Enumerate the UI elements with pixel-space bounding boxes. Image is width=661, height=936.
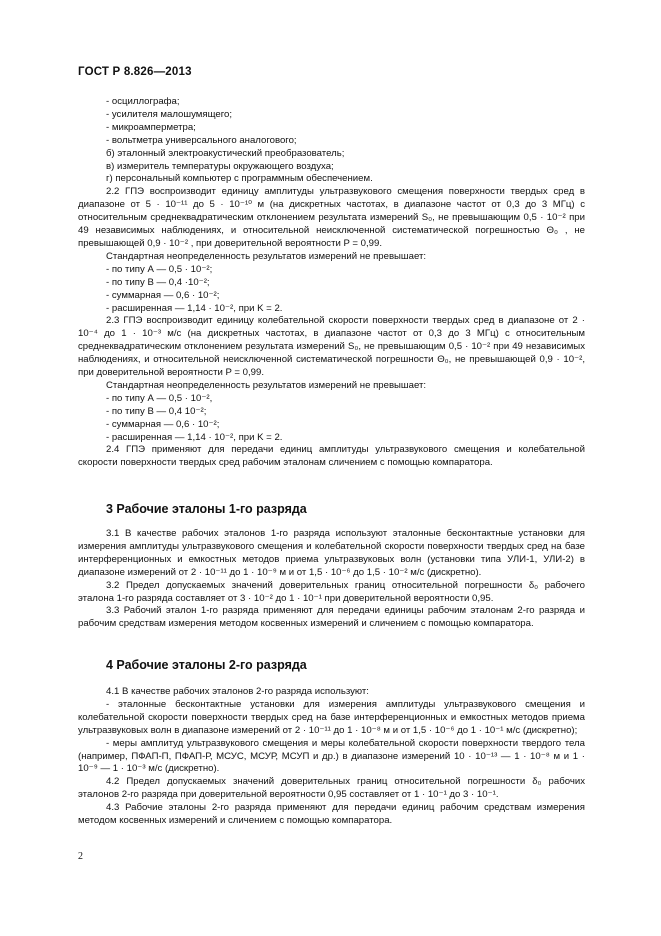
paragraph: Стандартная неопределенность результатов измерений не превышает: [106, 250, 427, 262]
paragraph-2-2: 2.2 ГПЭ воспроизводит единицу амплитуды ультразвукового смещения поверхности твердых сред в диапазоне от 5 · 10⁻¹¹ до 5 · 10⁻¹⁰ м (на дискретных частотах, в диапазоне частот от 0,3 до 3 МГц) с относительным среднеквадратическим отклонением результата измерений S₀, не превышающим 0,5 · 10⁻² при 49 независимых наблюдениях, и относительной неисключенной систематической погрешностью Θ₀ , не превышающей 0,9 · 10⁻² , при доверительной вероятности P = 0,99. [78, 186, 585, 249]
list-item: - осциллографа; [106, 96, 180, 107]
list-item: - микроамперметра; [106, 121, 196, 133]
paragraph-3-3: 3.3 Рабочий эталон 1-го разряда применяют для передачи единицы рабочим эталонам 2-го разряда и рабочим средствам измерения методом косвенных измерений и сличением с помощью компаратора. [78, 605, 585, 630]
section-3-body [78, 528, 585, 631]
section-4-heading: 4 Рабочие эталоны 2-го разряда [106, 658, 307, 672]
paragraph: Стандартная неопределенность результатов измерений не превышает: [106, 379, 427, 391]
section-2-continuation [78, 96, 585, 470]
list-item: б) эталонный электроакустический преобразователь; [106, 147, 345, 159]
paragraph-4-3: 4.3 Рабочие эталоны 2-го разряда применяют для передачи единиц рабочим средствам измерения методом косвенных измерений и сличением с помощью компаратора. [78, 802, 585, 827]
list-item: - по типу В — 0,4 ·10⁻²; [106, 276, 210, 288]
list-item: - расширенная — 1,14 · 10⁻², при K = 2. [106, 431, 283, 443]
list-item: - усилителя малошумящего; [106, 108, 232, 120]
paragraph-3-1: 3.1 В качестве рабочих эталонов 1-го разряда используют эталонные бесконтактные установки для измерения амплитуды ультразвукового смещения и колебательной скорости поверхности твердых сред на базе интерференционных и емкостных методов приема ультразвуковых волн (установки типа УЛИ-1, УЛИ-2) в диапазоне измерений от 2 · 10⁻¹¹ до 1 · 10⁻⁹ м и от 1,5 · 10⁻⁶ до 1,5 · 10⁻² м/с (дискретно). [78, 528, 585, 578]
paragraph-4-1: 4.1 В качестве рабочих эталонов 2-го разряда используют: [106, 686, 369, 697]
list-item: - расширенная — 1,14 · 10⁻², при K = 2. [106, 302, 283, 314]
list-item: - эталонные бесконтактные установки для измерения амплитуды ультразвукового смещения и колебательной скорости поверхности твердых сред на базе интерференционных и емкостных методов приема ультразвуковых волн в диапазоне измерений от 2 · 10⁻¹¹ до 1 · 10⁻⁸ м и от 1,5 · 10⁻⁶ до 1 · 10⁻¹ м/с (дискретно); [78, 698, 585, 736]
section-4-body [78, 686, 585, 828]
list-item: - вольтметра универсального аналогового; [106, 134, 297, 146]
document-header: ГОСТ Р 8.826—2013 [78, 66, 192, 78]
paragraph-4-2: 4.2 Предел допускаемых значений доверительных границ относительной погрешности δ₀ рабочих эталонов 2-го разряда при доверительной вероятности 0,95 составляет от 1 · 10⁻¹ до 3 · 10⁻¹. [78, 776, 585, 801]
paragraph-2-4: 2.4 ГПЭ применяют для передачи единиц амплитуды ультразвукового смещения и колебательной скорости поверхности твердых сред рабочим эталонам сличением с помощью компаратора. [78, 444, 585, 469]
page-number: 2 [78, 851, 83, 862]
paragraph-2-3: 2.3 ГПЭ воспроизводит единицу колебательной скорости поверхности твердых сред в диапазоне от 2 · 10⁻⁴ до 1 · 10⁻³ м/с (на дискретных частотах, в диапазоне частот от 0,3 до 3 МГц) с относительным среднеквадратическим отклонением результата измерений S₀, не превышающим 0,5 · 10⁻² при 49 независимых наблюдениях, и относительной неисключенной систематической погрешности Θ₀, не превышающей 0,9 · 10⁻², при доверительной вероятности P = 0,99. [78, 315, 585, 379]
section-3-heading: 3 Рабочие эталоны 1-го разряда [106, 502, 307, 516]
list-item: в) измеритель температуры окружающего воздуха; [106, 160, 334, 172]
list-item: - по типу А — 0,5 · 10⁻², [106, 392, 213, 404]
list-item: - суммарная — 0,6 · 10⁻²; [106, 289, 220, 301]
list-item: - меры амплитуд ультразвукового смещения и меры колебательной скорости поверхности твердого тела (например, ПФАП-П, ПФАП-Р, МСУС, МСУР, МСУП и др.) в диапазоне измерений 10 · 10⁻¹³ — 1 · 10⁻⁸ м и 1 · 10⁻⁹ — 1 · 10⁻³ м/с (дискретно). [78, 737, 585, 775]
list-item: - по типу А — 0,5 · 10⁻²; [106, 263, 213, 275]
paragraph-3-2: 3.2 Предел допускаемых значений доверительных границ относительной погрешности δ₀ рабочего эталона 1-го разряда составляет от 3 · 10⁻² до 1 · 10⁻¹ при доверительной вероятности 0,95. [78, 579, 585, 604]
list-item: - суммарная — 0,6 · 10⁻²; [106, 418, 220, 430]
list-item: - по типу В — 0,4 10⁻²; [106, 405, 207, 417]
list-item: г) персональный компьютер с программным обеспечением. [106, 173, 373, 185]
